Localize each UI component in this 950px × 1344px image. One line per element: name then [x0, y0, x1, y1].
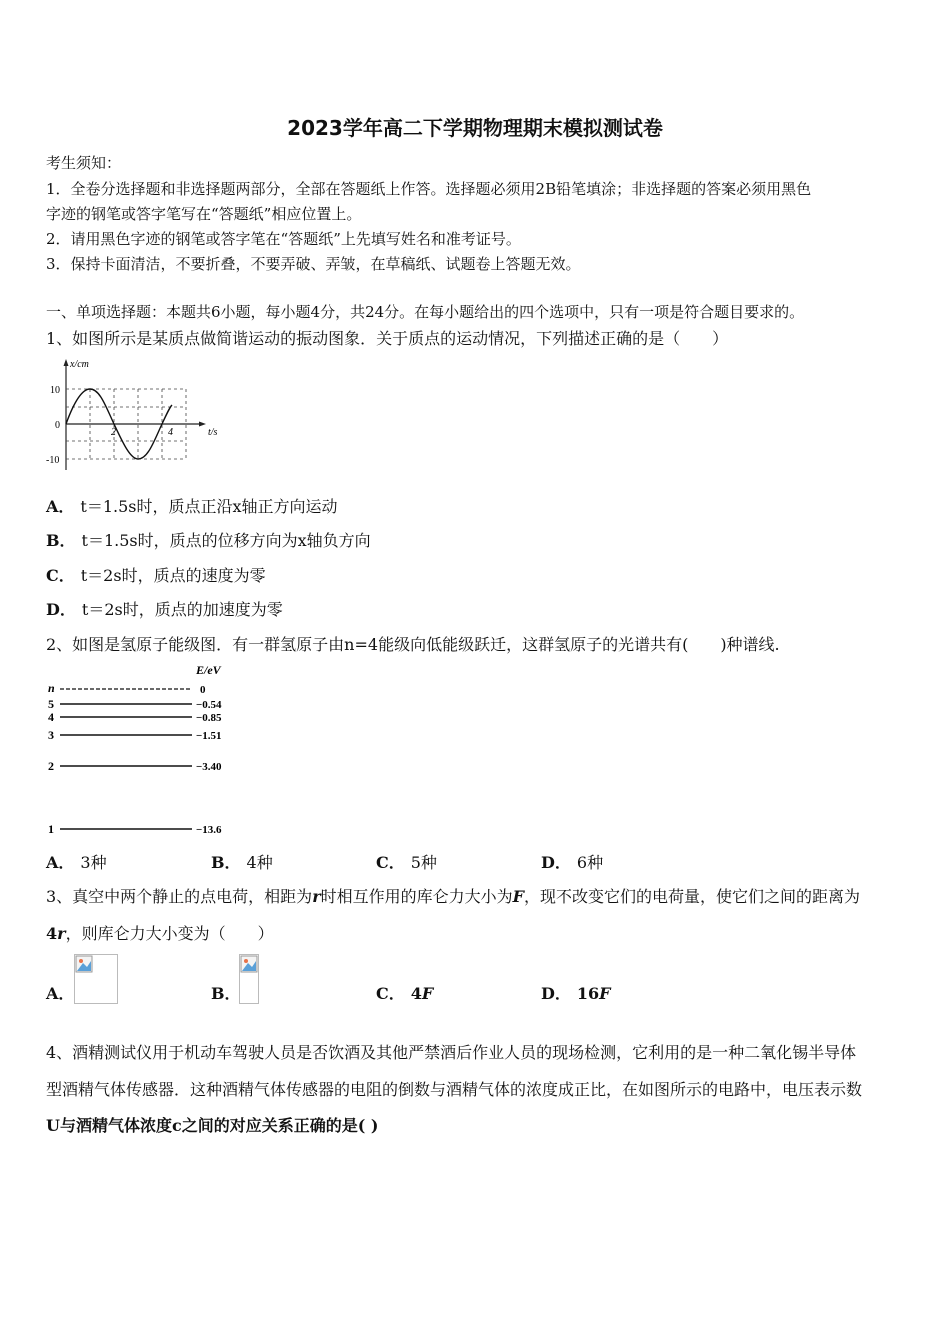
- level-5-label: 5: [48, 697, 54, 711]
- q1-option-c-letter: C．: [46, 566, 75, 585]
- q2-option-d-text: 6种: [576, 853, 604, 872]
- q3-line2-text: ，则库仑力大小变为（ ）: [65, 924, 274, 943]
- q1-option-a-text: t＝1.5s时，质点正沿x轴正方向运动: [80, 497, 338, 516]
- x-tick-2: 2: [111, 427, 116, 438]
- q2-stem: 2、如图是氢原子能级图．有一群氢原子由n=4能级向低能级跃迁，这群氢原子的光谱共有( )种谱线.: [46, 635, 780, 654]
- q2-option-c[interactable]: [376, 850, 437, 873]
- q2-option-b-letter: B．: [211, 853, 241, 872]
- q3-stem-line-2: [46, 921, 274, 944]
- q1-option-d-text: t＝2s时，质点的加速度为零: [81, 600, 283, 619]
- y-tick-0: 0: [55, 420, 60, 431]
- q1-option-d[interactable]: [46, 597, 283, 620]
- level-2-energy: −3.40: [196, 761, 222, 773]
- notice-item-1-line-1: 1．全卷分选择题和非选择题两部分，全部在答题纸上作答。选择题必须用2B铅笔填涂；非选择题的答案必须用黑色: [46, 180, 812, 198]
- level-5-energy: −0.54: [196, 699, 222, 711]
- level-1-energy: −13.6: [196, 824, 222, 836]
- q2-option-b[interactable]: [211, 850, 273, 873]
- energy-unit-label: E/eV: [196, 663, 221, 677]
- notice-item-1-line-2: 字迹的钢笔或答字笔写在“答题纸”相应位置上。: [46, 205, 362, 223]
- notice-item-3: 3．保持卡面清洁，不要折叠，不要弄破、弄皱，在草稿纸、试题卷上答题无效。: [46, 255, 581, 273]
- q3-line2-var-r: r: [57, 924, 66, 943]
- q1-option-a[interactable]: [46, 494, 338, 517]
- level-4-label: 4: [48, 710, 54, 724]
- q2-option-a-letter: A．: [46, 853, 75, 872]
- level-1-label: 1: [48, 822, 54, 836]
- q4-stem-line-1: 4、酒精测试仪用于机动车驾驶人员是否饮酒及其他严禁酒后作业人员的现场检测，它利用的是一种二氧化锡半导体: [46, 1043, 857, 1062]
- y-tick-minus-10: -10: [46, 455, 60, 466]
- q3-line2-number: 4: [46, 924, 58, 943]
- q3-option-a-image: [74, 954, 118, 1004]
- q2-option-a-text: 3种: [80, 853, 107, 872]
- q3-option-c[interactable]: [376, 981, 433, 1004]
- q2-option-b-text: 4种: [246, 853, 273, 872]
- q1-option-b[interactable]: [46, 528, 371, 551]
- q3-option-d-letter: D．: [541, 984, 571, 1003]
- q2-option-c-letter: C．: [376, 853, 405, 872]
- x-tick-4: 4: [168, 427, 173, 438]
- q3-stem-part-3: ，现不改变它们的电荷量，使它们之间的距离为: [524, 887, 861, 906]
- q3-option-d-number: 16: [576, 984, 600, 1003]
- q3-option-d-var: F: [599, 984, 611, 1003]
- level-3-energy: −1.51: [196, 730, 222, 742]
- page-title: 2023学年高二下学期物理期末模拟测试卷: [287, 116, 663, 140]
- q1-option-c-text: t＝2s时，质点的速度为零: [80, 566, 266, 585]
- q1-option-d-letter: D．: [46, 600, 76, 619]
- q2-option-a[interactable]: [46, 850, 107, 873]
- q2-option-c-text: 5种: [410, 853, 437, 872]
- section-heading: 一、单项选择题：本题共6小题，每小题4分，共24分。在每小题给出的四个选项中，只有一项是符合题目要求的。: [46, 303, 805, 321]
- q3-option-a-letter: A．: [46, 984, 75, 1003]
- x-axis-arrow: [199, 422, 206, 427]
- q3-stem-line-1: [46, 884, 860, 907]
- q4-stem-line-3: U与酒精气体浓度c之间的对应关系正确的是( ): [46, 1116, 379, 1135]
- x-axis-label: t/s: [208, 427, 218, 438]
- notice-heading: 考生须知：: [46, 154, 122, 172]
- q1-stem: 1、如图所示是某质点做简谐运动的振动图象．关于质点的运动情况，下列描述正确的是（ ）: [46, 329, 729, 348]
- level-2-label: 2: [48, 759, 54, 773]
- q1-option-b-letter: B．: [46, 531, 76, 550]
- q4-stem-line-2: 型酒精气体传感器．这种酒精气体传感器的电阻的倒数与酒精气体的浓度成正比，在如图所示的电路中，电压表示数: [46, 1080, 863, 1099]
- q3-option-c-letter: C．: [376, 984, 405, 1003]
- q3-option-c-var: F: [421, 984, 434, 1003]
- q3-stem-part-2: 时相互作用的库仑力大小为: [320, 887, 513, 906]
- y-tick-10: 10: [50, 385, 60, 396]
- q3-option-b-letter: B．: [211, 984, 241, 1003]
- q1-vibration-graph: [44, 355, 219, 480]
- broken-image-icon: [240, 955, 258, 973]
- q1-option-b-text: t＝1.5s时，质点的位移方向为x轴负方向: [81, 531, 371, 550]
- broken-image-icon: [75, 955, 93, 973]
- q3-var-f: F: [512, 887, 524, 906]
- q1-option-c[interactable]: [46, 563, 266, 586]
- q3-option-d[interactable]: [541, 981, 611, 1004]
- q1-option-a-letter: A．: [46, 497, 75, 516]
- q3-option-b[interactable]: [211, 981, 247, 1004]
- notice-item-2: 2．请用黑色字迹的钢笔或答字笔在“答题纸”上先填写姓名和准考证号。: [46, 230, 521, 248]
- y-axis-arrow: [64, 359, 69, 366]
- y-axis-label: x/cm: [70, 359, 89, 370]
- q2-option-d-letter: D．: [541, 853, 571, 872]
- q2-option-d[interactable]: [541, 850, 603, 873]
- q3-var-r: r: [312, 887, 321, 906]
- q3-option-a[interactable]: [46, 981, 80, 1004]
- level-inf-energy: 0: [200, 684, 206, 696]
- q3-option-c-number: 4: [410, 984, 422, 1003]
- level-3-label: 3: [48, 728, 54, 742]
- q2-energy-level-diagram: [44, 658, 244, 843]
- level-n-inf-label: n: [48, 681, 55, 695]
- q3-stem-part-1: 3、真空中两个静止的点电荷，相距为: [46, 887, 313, 906]
- level-4-energy: −0.85: [196, 712, 222, 724]
